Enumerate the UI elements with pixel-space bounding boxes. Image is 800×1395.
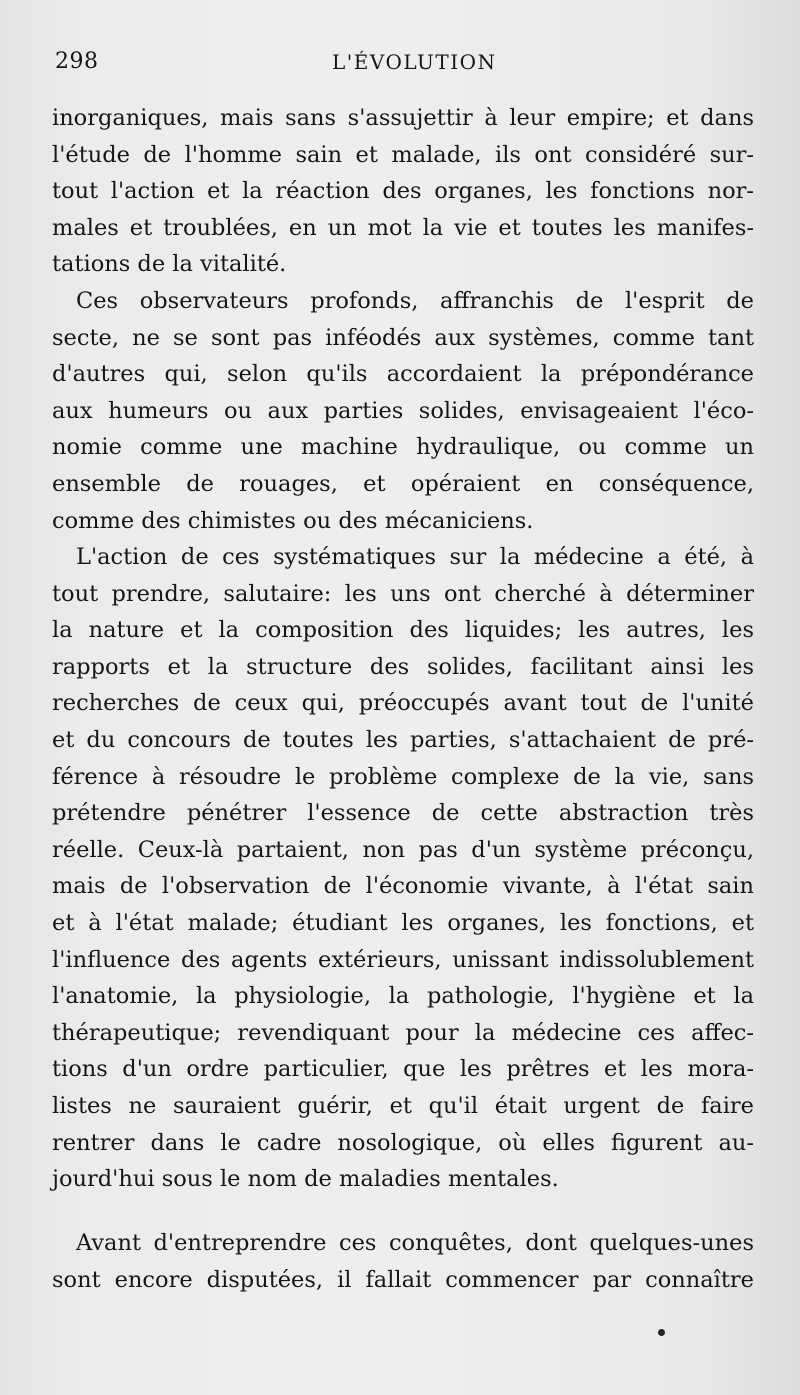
text-line: tations de la vitalité. [52,251,287,278]
text-line: l'anatomie, la physiologie, la pathologie, l'hygiène et la [52,983,754,1010]
text-line: l'influence des agents extérieurs, unissant indissolublement [52,946,754,973]
text-line: secte, ne se sont pas inféodés aux systèmes, comme tant [52,324,754,351]
text-line: réelle. Ceux-là partaient, non pas d'un système préconçu, [52,836,754,863]
text-line: nomie comme une machine hydraulique, ou comme un [52,434,754,461]
ink-speck [658,1329,665,1336]
text-line: tout prendre, salutaire: les uns ont cherché à déterminer [52,580,754,607]
text-line: la nature et la composition des liquides; les autres, les [52,617,754,644]
text-line: sont encore disputées, il fallait commencer par connaître [52,1266,754,1293]
paragraph-4 [52,1225,754,1298]
text-line: L'action de ces systématiques sur la médecine a été, à [76,544,754,570]
text-line: thérapeutique; revendiquant pour la médecine ces affec- [52,1019,754,1046]
text-line: Ces observateurs profonds, affranchis de l'esprit de [76,288,754,314]
text-line: mais de l'observation de l'économie vivante, à l'état sain [52,873,754,900]
text-line: l'étude de l'homme sain et malade, ils ont considéré sur- [52,141,754,168]
text-line: tions d'un ordre particulier, que les prêtres et les mora- [52,1056,754,1083]
paragraph-2 [52,283,754,539]
text-line: rentrer dans le cadre nosologique, où elles figurent au- [52,1129,754,1156]
text-line: jourd'hui sous le nom de maladies mentales. [52,1166,559,1193]
page-header [52,44,752,80]
text-line: et du concours de toutes les parties, s'attachaient de pré- [52,726,754,753]
text-line: d'autres qui, selon qu'ils accordaient la prépondérance [52,361,754,388]
text-line: prétendre pénétrer l'essence de cette abstraction très [52,800,754,827]
text-line: recherches de ceux qui, préoccupés avant tout de l'unité [52,690,754,717]
page-number: 298 [55,49,99,74]
text-line: inorganiques, mais sans s'assujettir à leur empire; et dans [52,105,754,131]
text-line: et à l'état malade; étudiant les organes, les fonctions, et [52,909,754,936]
text-line: Avant d'entreprendre ces conquêtes, dont quelques-unes [76,1230,754,1256]
text-line: tout l'action et la réaction des organes, les fonctions nor- [52,178,754,205]
text-line: férence à résoudre le problème complexe de la vie, sans [52,763,754,790]
paragraph-3 [52,539,754,1198]
text-line: males et troublées, en un mot la vie et toutes les manifes- [52,214,754,241]
text-line: aux humeurs ou aux parties solides, envisageaient l'éco- [52,397,754,424]
paragraph-1 [52,100,754,283]
text-line: ensemble de rouages, et opéraient en conséquence, [52,470,754,497]
text-line: comme des chimistes ou des mécaniciens. [52,507,534,534]
text-line: rapports et la structure des solides, facilitant ainsi les [52,653,754,680]
running-title: L'ÉVOLUTION [332,50,497,74]
text-line: listes ne sauraient guérir, et qu'il était urgent de faire [52,1092,754,1119]
